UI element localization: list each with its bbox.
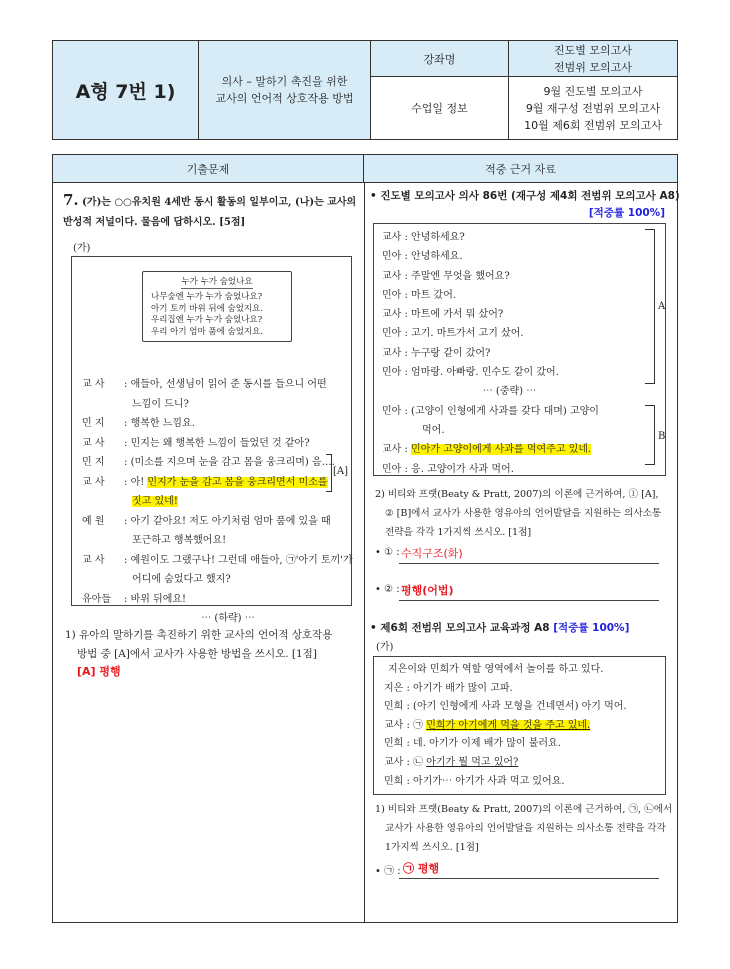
speaker: 교 사: [82, 476, 105, 488]
course-line-1: 진도별 모의고사: [554, 43, 632, 57]
header-table: [52, 40, 678, 140]
date-line-1: 9월 진도별 모의고사: [543, 84, 643, 98]
poem-line: 아기 토끼 바위 뒤에 숨었지요.: [151, 303, 264, 314]
section-1-title: • 진도별 모의고사 의사 86번 (재구성 제4회 전범위 모의고사 A8): [370, 190, 680, 202]
utterance: 포근하고 행복했어요!: [132, 535, 227, 546]
topic-cell: [199, 41, 371, 139]
dialogue-line: 민희 : 아기가⋯ 아기가 사과 먹고 있어요.: [384, 775, 565, 787]
highlighted-utterance: 민아가 고양이에게 사과를 먹여주고 있네.: [411, 444, 592, 456]
section-1-rate: [적중률 100%]: [588, 207, 665, 219]
answer-left: [A] 평행: [77, 665, 121, 678]
question-7-stem: [63, 191, 358, 232]
sub-question-line: 1) 유아의 말하기를 촉진하기 위한 교사의 언어적 상호작용: [65, 629, 333, 641]
dialogue-line: 민아 : 응. 고양이가 사과 먹어.: [382, 463, 514, 475]
bracket-b-right: [645, 405, 655, 465]
answer-3-underline: [399, 878, 659, 879]
utterance: 애들아, 선생님이 읽어 준 동시를 들으니 어떤: [130, 379, 327, 390]
poem-title: 누가 누가 숨었나요: [181, 277, 253, 287]
date-line-3: 10월 제6회 전범위 모의고사: [524, 118, 662, 132]
utterance-prefix: 아!: [130, 476, 148, 488]
dialogue-prefix: 교사 : ㉠: [384, 719, 427, 731]
section-2-title: [370, 620, 629, 635]
utterance: 민지는 왜 행복한 느낌이 들었던 것 같아?: [130, 437, 310, 449]
dialogue-line: 민희 : (아기 인형에게 사과 모형을 건네면서) 아기 먹어.: [384, 701, 627, 713]
answer-3-label: • ㉠ :: [375, 866, 401, 877]
section-ga-label: (가): [73, 243, 91, 254]
bracket-a-right: [645, 229, 655, 384]
utterance: 느낌이 드니?: [132, 398, 189, 410]
dialogue-prefix: 교사 :: [382, 444, 412, 456]
section-2-title-text: • 제6회 전범위 모의고사 교육과정 A8: [370, 622, 550, 634]
speaker: 교 사: [82, 379, 105, 390]
answer-1-value: 수직구조(화): [401, 547, 463, 560]
highlighted-utterance: 민지가 눈을 감고 몸을 웅크리면서 미소를: [147, 476, 328, 488]
sub-question-3: [375, 800, 675, 857]
dialogue-line: 민아 : 고기. 마트가서 고기 샀어.: [382, 328, 524, 340]
dialogue-line: 지은 : 아기가 배가 많이 고파.: [384, 682, 513, 694]
bracket-a-right-label: A: [658, 301, 666, 312]
dialogue-line: 교사 : 주말엔 무엇을 했어요?: [382, 270, 510, 282]
utterance: (미소를 지으며 눈을 감고 몸을 웅크리며) 음….: [130, 457, 335, 468]
section-2-ga-label: (가): [376, 642, 394, 653]
sub-question-1: [65, 626, 360, 664]
answer-1-underline: [399, 563, 659, 564]
dialogue-line: 교사 : 누구랑 같이 갔어?: [382, 347, 491, 359]
poem-line: 우리 아기 엄마 품에 숨었지요.: [151, 326, 264, 337]
utterance: 아기 같아요! 저도 아기처럼 엄마 품에 있을 때: [130, 515, 331, 527]
evidence-box-2: [373, 656, 666, 795]
poem-line: 우리집엔 누가 누가 숨었나요?: [151, 315, 263, 325]
utterance: 바위 뒤에요!: [130, 593, 187, 605]
sub-question-line: 전략을 각각 1가지씩 쓰시오. [1점]: [385, 527, 532, 538]
dialogue-line: 교사 : 안녕하세요?: [382, 232, 465, 243]
sub-question-line: 방법 중 [A]에서 교사가 사용한 방법을 쓰시오. [1점]: [77, 648, 317, 660]
dialogue: 교 사 : 애들아, 선생님이 읽어 준 동시를 들으니 어떤 느낌이 드니? 민 지 : 행복한 느낌요. 교 사 : 민지는 왜 행복한 느낌이 들었던 것 같아? 민 지 : (미소를 지으며 눈을 감고 몸을 웅크리며) 음…. 교 사 : 아! 민지가 눈을 감고 몸을 웅크리면서 미소를 짓고 있네! 예 원 : 아기 같아요! 저도 아기처럼 엄마 품에 있을 때 포근하고 행복했어요! 교 사 : 예원이도 그랬구나! 그런데 애들아, ㉠'아기 토끼'가 어디에 숨었다고 했지? 유아들 : 바위 뒤에요! ⋯ (하략) ⋯: [82, 375, 344, 629]
course-value: [509, 41, 677, 77]
topic-line-2: 교사의 언어적 상호작용 방법: [215, 92, 354, 105]
dialogue-line: 민아 : 마트 갔어.: [382, 289, 457, 301]
sub-question-2: [375, 485, 675, 542]
speaker: 교 사: [82, 554, 105, 566]
sub-question-line: ② [B]에서 교사가 사용한 영유아의 언어발달을 지원하는 의사소통: [385, 508, 662, 519]
answer-2-value: 평행(어법): [401, 584, 454, 597]
sub-question-line: 1) 비티와 프랫(Beaty & Pratt, 2007)의 이론에 근거하여, ㉠, ㉡에서: [375, 804, 673, 815]
dialogue-line: 교사 : 마트에 가서 뭐 샀어?: [382, 309, 504, 321]
answer-2-label: • ② :: [375, 584, 400, 595]
dialogue-line: 민아 : 안녕하세요.: [382, 251, 463, 263]
dialogue-line: 민아 : (고양이 인형에게 사과를 갖다 대며) 고양이: [382, 405, 599, 417]
question-code: A형 7번 1): [53, 41, 199, 139]
omission-mark: ⋯ (중략) ⋯: [482, 386, 537, 398]
answer-3-value: ㉠ 평행: [403, 862, 440, 875]
sub-question-line: 2) 비티와 프랫(Beaty & Pratt, 2007)의 이론에 근거하여, ① [A],: [375, 489, 659, 500]
underlined-utterance: 아기가 뭘 먹고 있어?: [426, 756, 519, 768]
poem-line: 나무숲엔 누가 누가 숨었나요?: [151, 292, 263, 302]
speaker: 예 원: [82, 515, 105, 527]
question-number: 7.: [63, 191, 79, 209]
column-header-exam: 기출문제: [53, 155, 364, 183]
answer-2-underline: [399, 600, 659, 601]
highlighted-utterance: 민희가 아기에게 먹을 것을 주고 있네.: [426, 719, 591, 731]
bracket-a-label: [A]: [333, 466, 349, 477]
dialogue-line: 지은이와 민희가 역할 영역에서 놀이를 하고 있다.: [388, 664, 604, 675]
date-line-2: 9월 재구성 전범위 모의고사: [525, 101, 661, 115]
column-header-evidence: 적중 근거 자료: [364, 155, 677, 183]
utterance: 예원이도 그랬구나! 그런데 애들아, ㉠'아기 토끼'가: [130, 554, 353, 566]
section-2-rate: [적중률 100%]: [553, 622, 630, 634]
dialogue-line: 먹어.: [422, 424, 445, 436]
dialogue-line: 민희 : 네. 아기가 이제 배가 많이 불러요.: [384, 738, 561, 750]
bracket-b-right-label: B: [658, 431, 666, 442]
main-table: [52, 154, 678, 923]
dialogue-prefix: 교사 : ㉡: [384, 756, 427, 768]
dialogue-line: 민아 : 엄마랑. 아빠랑. 민수도 같이 갔어.: [382, 367, 559, 379]
bracket-a: [326, 454, 332, 492]
answer-1-label: • ① :: [375, 547, 400, 558]
speaker: 교 사: [82, 437, 105, 449]
sub-question-line: 1가지씩 쓰시오. [1점]: [385, 842, 479, 853]
sub-question-line: 교사가 사용한 영유아의 언어발달을 지원하는 의사소통 전략을 각각: [385, 823, 666, 834]
utterance: 행복한 느낌요.: [130, 418, 195, 429]
course-line-2: 전범위 모의고사: [554, 60, 632, 74]
highlighted-utterance: 짓고 있네!: [132, 496, 178, 507]
evidence-box-1: [373, 223, 666, 476]
omission-mark: ⋯ (하략) ⋯: [201, 613, 255, 624]
scenario-box: [71, 256, 353, 624]
topic-line-1: 의사 – 말하기 촉진을 위한: [221, 75, 348, 88]
question-line-2: 반성적 저널이다. 물음에 답하시오. [5점]: [63, 217, 246, 228]
speaker: 민 지: [82, 418, 105, 429]
utterance: 어디에 숨었다고 했지?: [132, 574, 231, 585]
course-label: 강좌명: [371, 41, 509, 77]
speaker: 유아들: [82, 593, 111, 605]
question-line-1: (가)는 ○○유치원 4세반 동시 활동의 일부이고, (나)는 교사의: [82, 197, 357, 208]
date-value: [509, 77, 677, 139]
date-label: 수업일 정보: [371, 77, 509, 139]
poem-card: [142, 271, 292, 342]
column-divider: [364, 183, 365, 922]
speaker: 민 지: [82, 457, 105, 468]
